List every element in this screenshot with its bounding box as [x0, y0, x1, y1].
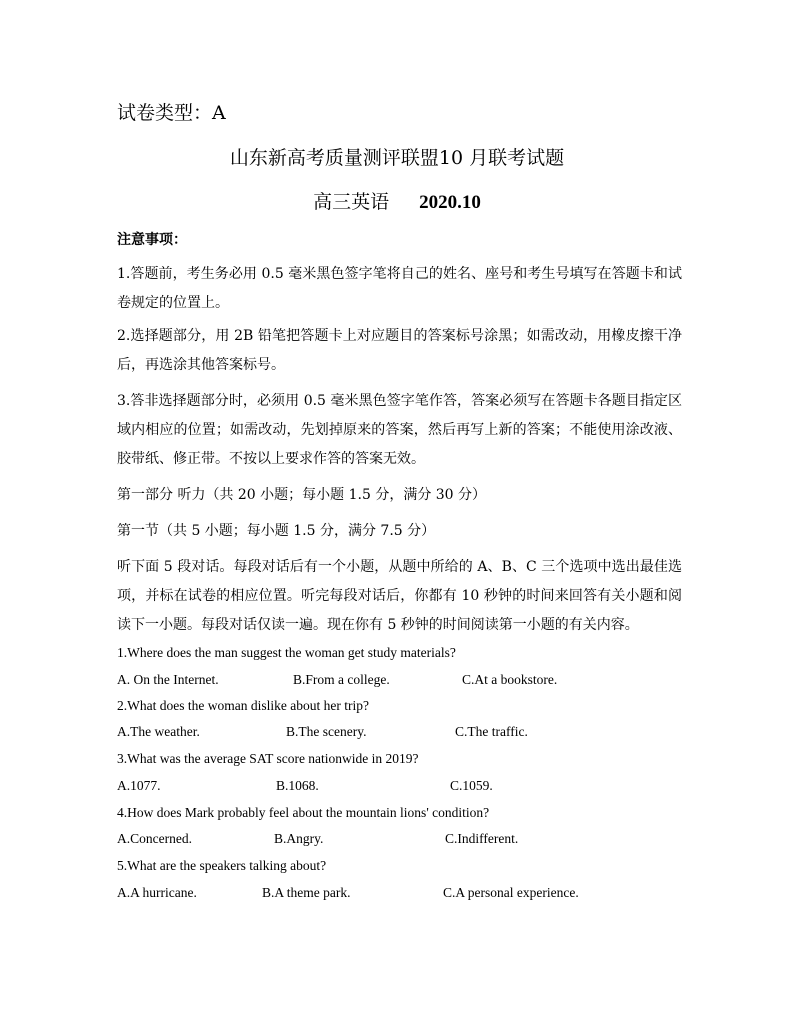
option-a: A.The weather. [117, 724, 200, 739]
option-a: A. On the Internet. [117, 672, 219, 687]
question-stem: 2.What does the woman dislike about her trip? [117, 698, 369, 713]
option-b: B.A theme park. [262, 885, 351, 900]
question-stem: 5.What are the speakers talking about? [117, 858, 327, 873]
note-item-2: 2.选择题部分，用 2B 铅笔把答题卡上对应题目的答案标号涂黑；如需改动，用橡皮擦干净后，再选涂其他答案标号。 [117, 328, 682, 373]
exam-subtitle [0, 187, 794, 214]
notes-heading: 注意事项： [117, 232, 187, 248]
question-stem: 3.What was the average SAT score nationwide in 2019? [117, 751, 419, 766]
option-c: C.At a bookstore. [462, 672, 558, 687]
option-b: B.Angry. [274, 831, 324, 846]
subject-label: 高三英语 [313, 191, 390, 213]
option-b: B.From a college. [293, 672, 390, 687]
note-item-3: 3.答非选择题部分时，必须用 0.5 毫米黑色签字笔作答，答案必须写在答题卡各题目指定区域内相应的位置；如需改动，先划掉原来的答案，然后再写上新的答案；不能使用涂改液、胶带纸、修正带。不按以上要求作答的答案无效。 [117, 393, 682, 467]
option-c: C.A personal experience. [443, 885, 579, 900]
option-c: C.Indifferent. [445, 831, 519, 846]
option-b: B.The scenery. [286, 724, 367, 739]
option-b: B.1068. [276, 778, 319, 793]
option-c: C.1059. [450, 778, 493, 793]
exam-title: 山东新高考质量测评联盟10 月联考试题 [229, 147, 565, 169]
exam-type-label: 试卷类型：A [117, 102, 226, 124]
option-a: A.Concerned. [117, 831, 192, 846]
section-heading: 第一节（共 5 小题；每小题 1.5 分，满分 7.5 分） [117, 523, 436, 539]
option-a: A.A hurricane. [117, 885, 197, 900]
listening-instructions: 听下面 5 段对话。每段对话后有一个小题，从题中所给的 A、B、C 三个选项中选出最佳选项，并标在试卷的相应位置。听完每段对话后，你都有 10 秒钟的时间来回答有关小题和阅读下一小题。每段对话仅读一遍。现在你有 5 秒钟的时间阅读第一小题的有关内容。 [117, 559, 682, 633]
part-heading: 第一部分 听力（共 20 小题；每小题 1.5 分，满分 30 分） [117, 487, 487, 503]
exam-date: 2020.10 [419, 192, 481, 213]
option-c: C.The traffic. [455, 724, 528, 739]
option-a: A.1077. [117, 778, 161, 793]
question-stem: 4.How does Mark probably feel about the mountain lions' condition? [117, 805, 490, 820]
note-item-1: 1.答题前，考生务必用 0.5 毫米黑色签字笔将自己的姓名、座号和考生号填写在答题卡和试卷规定的位置上。 [117, 266, 682, 311]
question-stem: 1.Where does the man suggest the woman get study materials? [117, 645, 456, 660]
